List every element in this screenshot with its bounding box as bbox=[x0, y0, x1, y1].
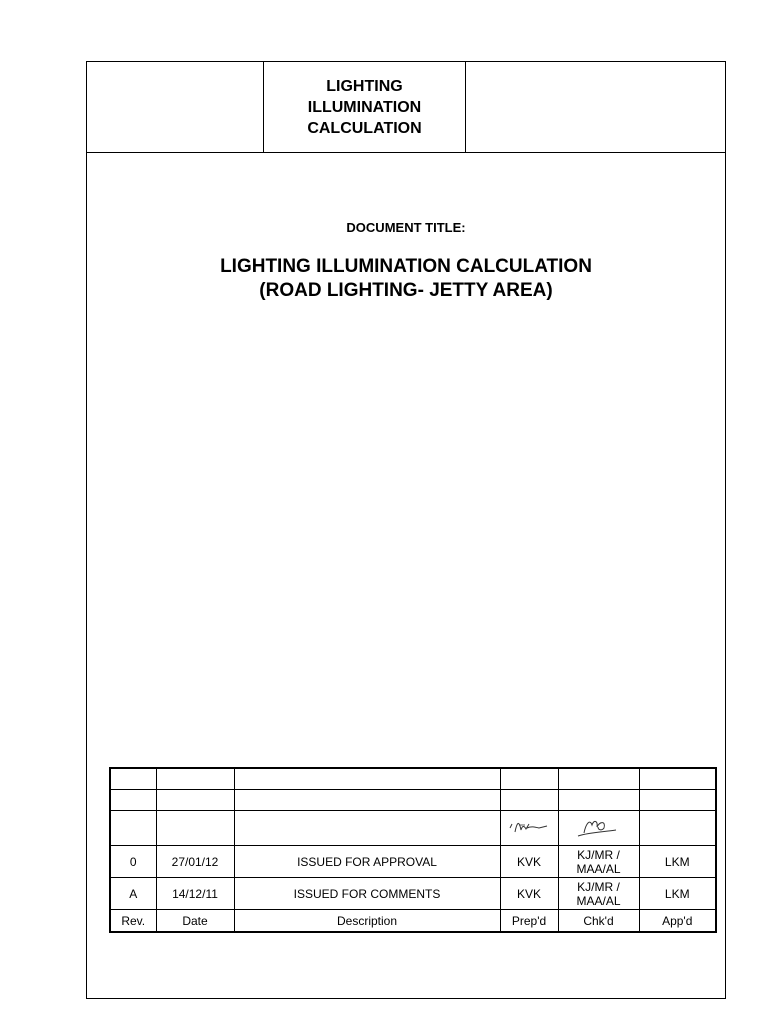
header-info-cell bbox=[466, 62, 725, 152]
date-cell: 14/12/11 bbox=[156, 878, 234, 910]
prepared-cell: KVK bbox=[500, 846, 558, 878]
rev-cell: A bbox=[110, 878, 156, 910]
header-title-cell bbox=[264, 62, 466, 152]
column-header-prepared: Prep'd bbox=[500, 910, 558, 933]
approved-cell: LKM bbox=[639, 846, 716, 878]
approved-cell: LKM bbox=[639, 878, 716, 910]
signature-kvk bbox=[507, 816, 551, 838]
document-title-label: DOCUMENT TITLE: bbox=[346, 220, 466, 235]
document-title-line2: (ROAD LIGHTING- JETTY AREA) bbox=[259, 280, 553, 301]
document-title bbox=[87, 255, 725, 303]
header-title: LIGHTING ILLUMINATION CALCULATION bbox=[307, 77, 422, 137]
table-row bbox=[110, 846, 716, 878]
checked-cell: KJ/MR / MAA/AL bbox=[558, 846, 639, 878]
table-row bbox=[110, 878, 716, 910]
date-cell: 27/01/12 bbox=[156, 846, 234, 878]
column-header-checked: Chk'd bbox=[558, 910, 639, 933]
table-row bbox=[110, 768, 716, 790]
column-header-date: Date bbox=[156, 910, 234, 933]
prepared-cell: KVK bbox=[500, 878, 558, 910]
checked-cell: KJ/MR / MAA/AL bbox=[558, 878, 639, 910]
signature-row bbox=[110, 811, 716, 846]
document-title-line1: LIGHTING ILLUMINATION CALCULATION bbox=[220, 256, 592, 277]
revision-table bbox=[109, 767, 717, 933]
description-cell: ISSUED FOR COMMENTS bbox=[234, 878, 500, 910]
header-row bbox=[87, 62, 725, 153]
table-row bbox=[110, 790, 716, 811]
column-header-description: Description bbox=[234, 910, 500, 933]
document-frame bbox=[86, 61, 726, 999]
header-logo-cell bbox=[87, 62, 264, 152]
checked-signature-cell bbox=[558, 811, 639, 846]
rev-cell: 0 bbox=[110, 846, 156, 878]
signature-checker bbox=[576, 815, 622, 839]
description-cell: ISSUED FOR APPROVAL bbox=[234, 846, 500, 878]
column-header-approved: App'd bbox=[639, 910, 716, 933]
prepared-signature-cell bbox=[500, 811, 558, 846]
column-header-rev: Rev. bbox=[110, 910, 156, 933]
table-header-row bbox=[110, 910, 716, 933]
